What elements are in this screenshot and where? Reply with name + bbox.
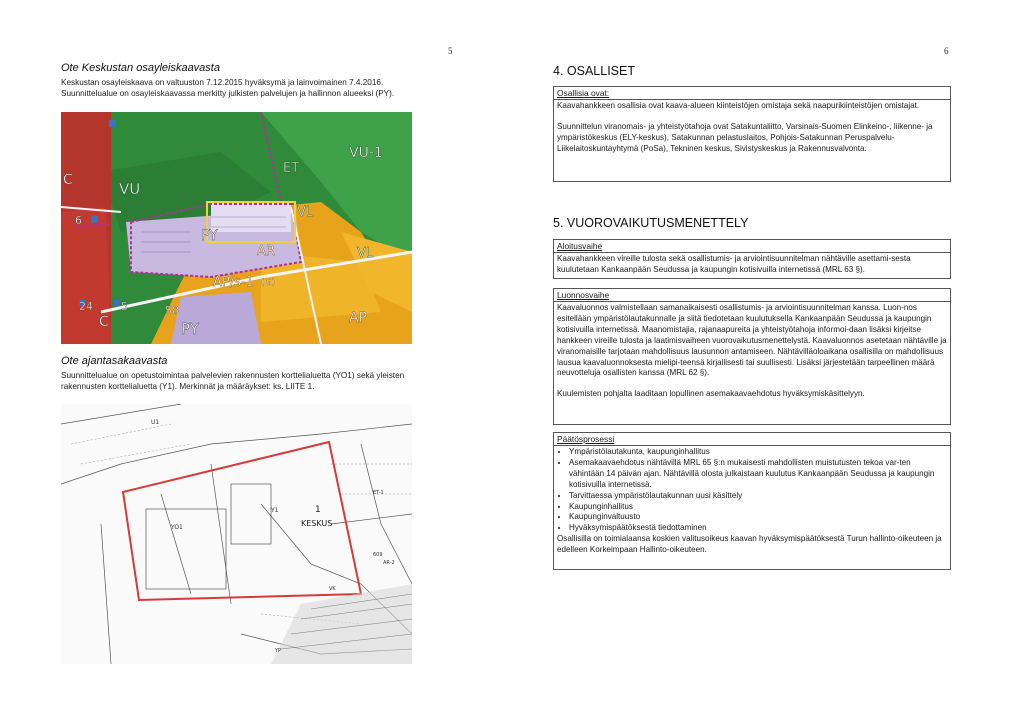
excerpt-title-osayleiskaava: Ote Keskustan osayleiskaavasta	[61, 62, 220, 74]
map-label: C	[63, 172, 73, 188]
section-title-osalliset: 4. OSALLISET	[553, 64, 635, 78]
map-label: VU-1	[349, 145, 383, 161]
paatosprosessi-body	[554, 446, 950, 559]
map-label: ET-1	[373, 490, 384, 496]
paatosprosessi-list	[557, 447, 947, 534]
map-label: KESKUS	[301, 519, 333, 528]
aloitusvaihe-box	[553, 239, 951, 279]
list-item: • Asemakaavaehdotus nähtävillä MRL 65 §:n mukaisesti mahdollisten muistutusten tekoa var-ten vähintään 14 päivän ajan. Nähtävillä olosta julkaistaan kuulutus Kankaanpään Seudussa ja kaupungin kotisivuilla internetissä.	[569, 458, 947, 491]
map-label: VL	[357, 246, 374, 261]
map-label: AP	[349, 310, 368, 326]
map-label: Y1	[271, 507, 279, 514]
valitusoikeus-text: Osallisilla on toimialaansa koskien valitusoikeus kaavan hyväksymispäätöksestä Turun hallinto-oikeuteen ja edelleen Korkeimpaan Hallinto-oikeuteen.	[557, 534, 942, 555]
section-title-vuorovaikutus: 5. VUOROVAIKUTUSMENETTELY	[553, 216, 749, 230]
ajantasakaava-map-graphic	[61, 404, 412, 664]
excerpt-description-osayleiskaava	[61, 77, 451, 99]
paatosprosessi-box	[553, 432, 951, 570]
map-label: AP/s-1	[213, 275, 254, 290]
map-label: 1	[315, 505, 321, 515]
aloitusvaihe-text: Kaavahankkeen vireille tulosta sekä osallistumis- ja arviointisuunnitelman nähtäville asettami-sesta kuulutetaan Kankaanpään Seudussa ja kaupungin kotisivuilla internetissä (MRL 63 §).	[557, 254, 911, 274]
luonnosvaihe-text: Kaavaluonnos valmistellaan samanaikaisesti osallistumis- ja arviointisuunnitelman kanssa. Luon-nos esitellään ympäristölautakunnalle ja siitä tiedotetaan kuulutuksella Kankaanpään Seudussa ja kaupungin kotisivuilla internetissä. Maanomistajia, rajanaapureita ja yhteistyötahoja informoi-daan lisäksi kirjeitse hankkeen vireille tulosta ja laatimisvaiheen vuorovaikutusmenettelystä. Kaavaluonnos asetetaan nähtäville ja viranomaisille tarjotaan mahdollisuus lausunnon antamiseen. Nähtävilläoloaikana osallisilla on mahdollisuus lausua kaavaluonnoksesta mielipi-teensä kirjallisesti tai suullisesti. Lisäksi järjestetään tarpeellinen määrä neuvotteluja osallisten kanssa (MRL 62 §).	[557, 303, 947, 378]
yhteistyotahot-paragraph: Suunnittelun viranomais- ja yhteistyötahoja ovat Satakuntaliitto, Varsinais-Suomen Elinkeino-, liikenne- ja ympäristökeskus (ELY-keskus), Satakunnan pelastuslaitos, Pohjois-Satakunnan Peruspalvelu-Liikelaitoskuntayhtymä (PoSa), Tekninen keskus, Sivistyskeskus ja Rakennusvalvonta.	[557, 121, 933, 153]
osayleiskaava-map-graphic	[61, 112, 412, 344]
aloitusvaihe-heading: Aloitusvaihe	[554, 240, 950, 253]
ajantasakaava-map	[61, 404, 412, 664]
map-label: AR-2	[383, 560, 395, 566]
list-item: • Ympäristölautakunta, kaupunginhallitus	[569, 447, 947, 458]
excerpt-description-ajantasakaava	[61, 370, 451, 392]
osalliset-box-heading: Osallisia ovat:	[554, 87, 950, 100]
map-label: C	[99, 314, 109, 330]
page-number-left: 5	[448, 46, 453, 56]
osalliset-paragraph: Kaavahankkeen osallisia ovat kaava-alueen kiinteistöjen omistaja sekä naapurikiinteistöjen omistajat.	[557, 101, 920, 110]
map-label: (G)	[261, 278, 275, 288]
list-item: • Kaupunginhallitus	[569, 502, 947, 513]
aloitusvaihe-body	[554, 253, 950, 279]
map-label: 609	[373, 552, 383, 558]
description-line: Suunnittelualue on opetustoimintaa palvelevien rakennusten korttelialuetta (YO1) sekä yleisten	[61, 371, 405, 380]
map-label: 58	[165, 304, 179, 317]
map-label: U1	[151, 419, 160, 426]
luonnosvaihe-box	[553, 288, 951, 425]
map-label: YP	[275, 648, 282, 654]
map-label: 5	[121, 300, 128, 313]
luonnosvaihe-body	[554, 302, 950, 403]
list-item: • Kaupunginvaltuusto	[569, 512, 947, 523]
list-item: • Tarvittaessa ympäristölautakunnan uusi käsittely	[569, 491, 947, 502]
list-item: • Hyväksymispäätöksestä tiedottaminen	[569, 523, 947, 534]
map-label: PY	[201, 228, 218, 244]
map-label: VL	[297, 205, 314, 220]
description-line: rakennusten korttelialuetta (Y1). Merkinnät ja määräykset: ks. LIITE 1.	[61, 382, 315, 391]
map-label: AR	[257, 244, 275, 259]
excerpt-title-ajantasakaava: Ote ajantasakaavasta	[61, 355, 168, 367]
description-line: Keskustan osayleiskaava on valtuuston 7.12.2015 hyväksymä ja lainvoimainen 7.4.2016.	[61, 78, 384, 87]
description-line: Suunnittelualue on osayleiskaavassa merkitty julkisten palvelujen ja hallinnon alueeksi (PY).	[61, 89, 395, 98]
map-label: 24	[79, 300, 93, 313]
luonnosvaihe-heading: Luonnosvaihe	[554, 289, 950, 302]
osalliset-box	[553, 86, 951, 182]
paatosprosessi-heading: Päätösprosessi	[554, 433, 950, 446]
map-label: YO1	[171, 524, 183, 531]
map-label: 6	[75, 214, 82, 227]
osalliset-box-body	[554, 100, 950, 158]
map-label: PY	[181, 320, 199, 338]
map-label: VU	[119, 180, 141, 198]
map-label: VK	[329, 586, 336, 592]
luonnosvaihe-text-2: Kuulemisten pohjalta laaditaan lopullinen asemakaavaehdotus hyväksymiskäsittelyyn.	[557, 389, 865, 399]
map-label: ET	[283, 161, 300, 176]
page-number-right: 6	[944, 46, 949, 56]
osayleiskaava-map	[61, 112, 412, 344]
